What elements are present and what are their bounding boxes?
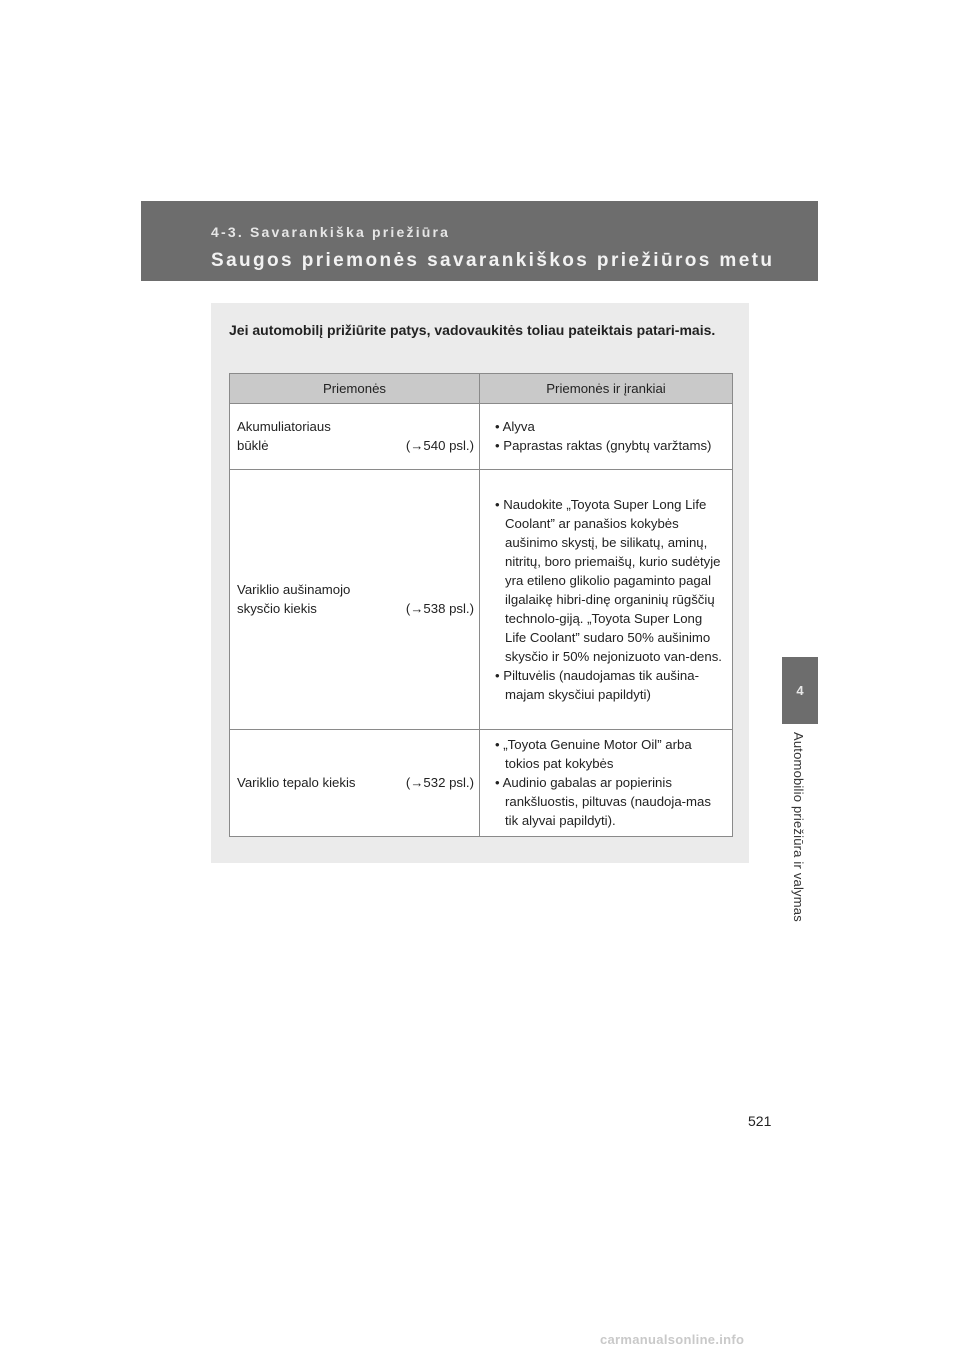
list-item: • Alyva <box>487 417 727 436</box>
column-header-item: Priemonės <box>230 374 480 404</box>
item-name: Variklio tepalo kiekis <box>237 775 356 790</box>
column-header-tools: Priemonės ir įrankiai <box>480 374 733 404</box>
content-panel <box>211 303 749 863</box>
page-number: 521 <box>748 1113 772 1129</box>
list-item: • Naudokite „Toyota Super Long Life Coolant” ar panašios kokybės aušinimo skystį, be silikatų, aminų, nitritų, boro priemaišų, kurio sudėtyje yra etileno glikolio pagaminto pagal ilgalaikę hibri-dinę organinių rūgščių technolo-giją. „Toyota Super Long Life Coolant” sudaro 50% aušinimo skysčio ir 50% nejonizuoto van-dens. <box>487 495 727 666</box>
table-row <box>230 404 733 470</box>
table-row <box>230 730 733 837</box>
item-name-cont: skysčio kiekis <box>237 601 317 616</box>
table-row <box>230 470 733 730</box>
item-cell <box>230 730 480 837</box>
intro-text: Jei automobilį prižiūrite patys, vadovaukitės toliau pateiktais patari-mais. <box>229 322 716 338</box>
tools-table <box>229 373 733 837</box>
header-band <box>141 201 818 281</box>
tools-cell <box>480 730 733 837</box>
page-reference: (→532 psl.) <box>405 775 474 790</box>
tools-cell <box>480 404 733 470</box>
page-title: Saugos priemonės savarankiškos priežiūros metu <box>211 250 775 271</box>
page-reference: (→538 psl.) <box>405 601 474 616</box>
list-item: • Audinio gabalas ar popierinis rankšluostis, piltuvas (naudoja-mas tik alyvai papildyti). <box>487 773 727 830</box>
list-item: • „Toyota Genuine Motor Oil” arba tokios pat kokybės <box>487 735 727 773</box>
section-label: 4-3. Savarankiška priežiūra <box>211 224 451 240</box>
chapter-tab-label: Automobilio priežiūra ir valymas <box>791 732 806 922</box>
item-name: Akumuliatoriaus <box>237 419 331 434</box>
item-cell <box>230 404 480 470</box>
table-header-row <box>230 374 733 404</box>
list-item: • Paprastas raktas (gnybtų varžtams) <box>487 436 727 455</box>
page-reference: (→540 psl.) <box>405 438 474 453</box>
watermark: carmanualsonline.info <box>600 1332 745 1347</box>
item-name: Variklio aušinamojo <box>237 582 351 597</box>
tools-cell <box>480 470 733 730</box>
item-cell <box>230 470 480 730</box>
item-name-cont: būklė <box>237 438 269 453</box>
list-item: • Piltuvėlis (naudojamas tik aušina-majam skysčiui papildyti) <box>487 666 727 704</box>
chapter-tab-number: 4 <box>782 657 818 724</box>
